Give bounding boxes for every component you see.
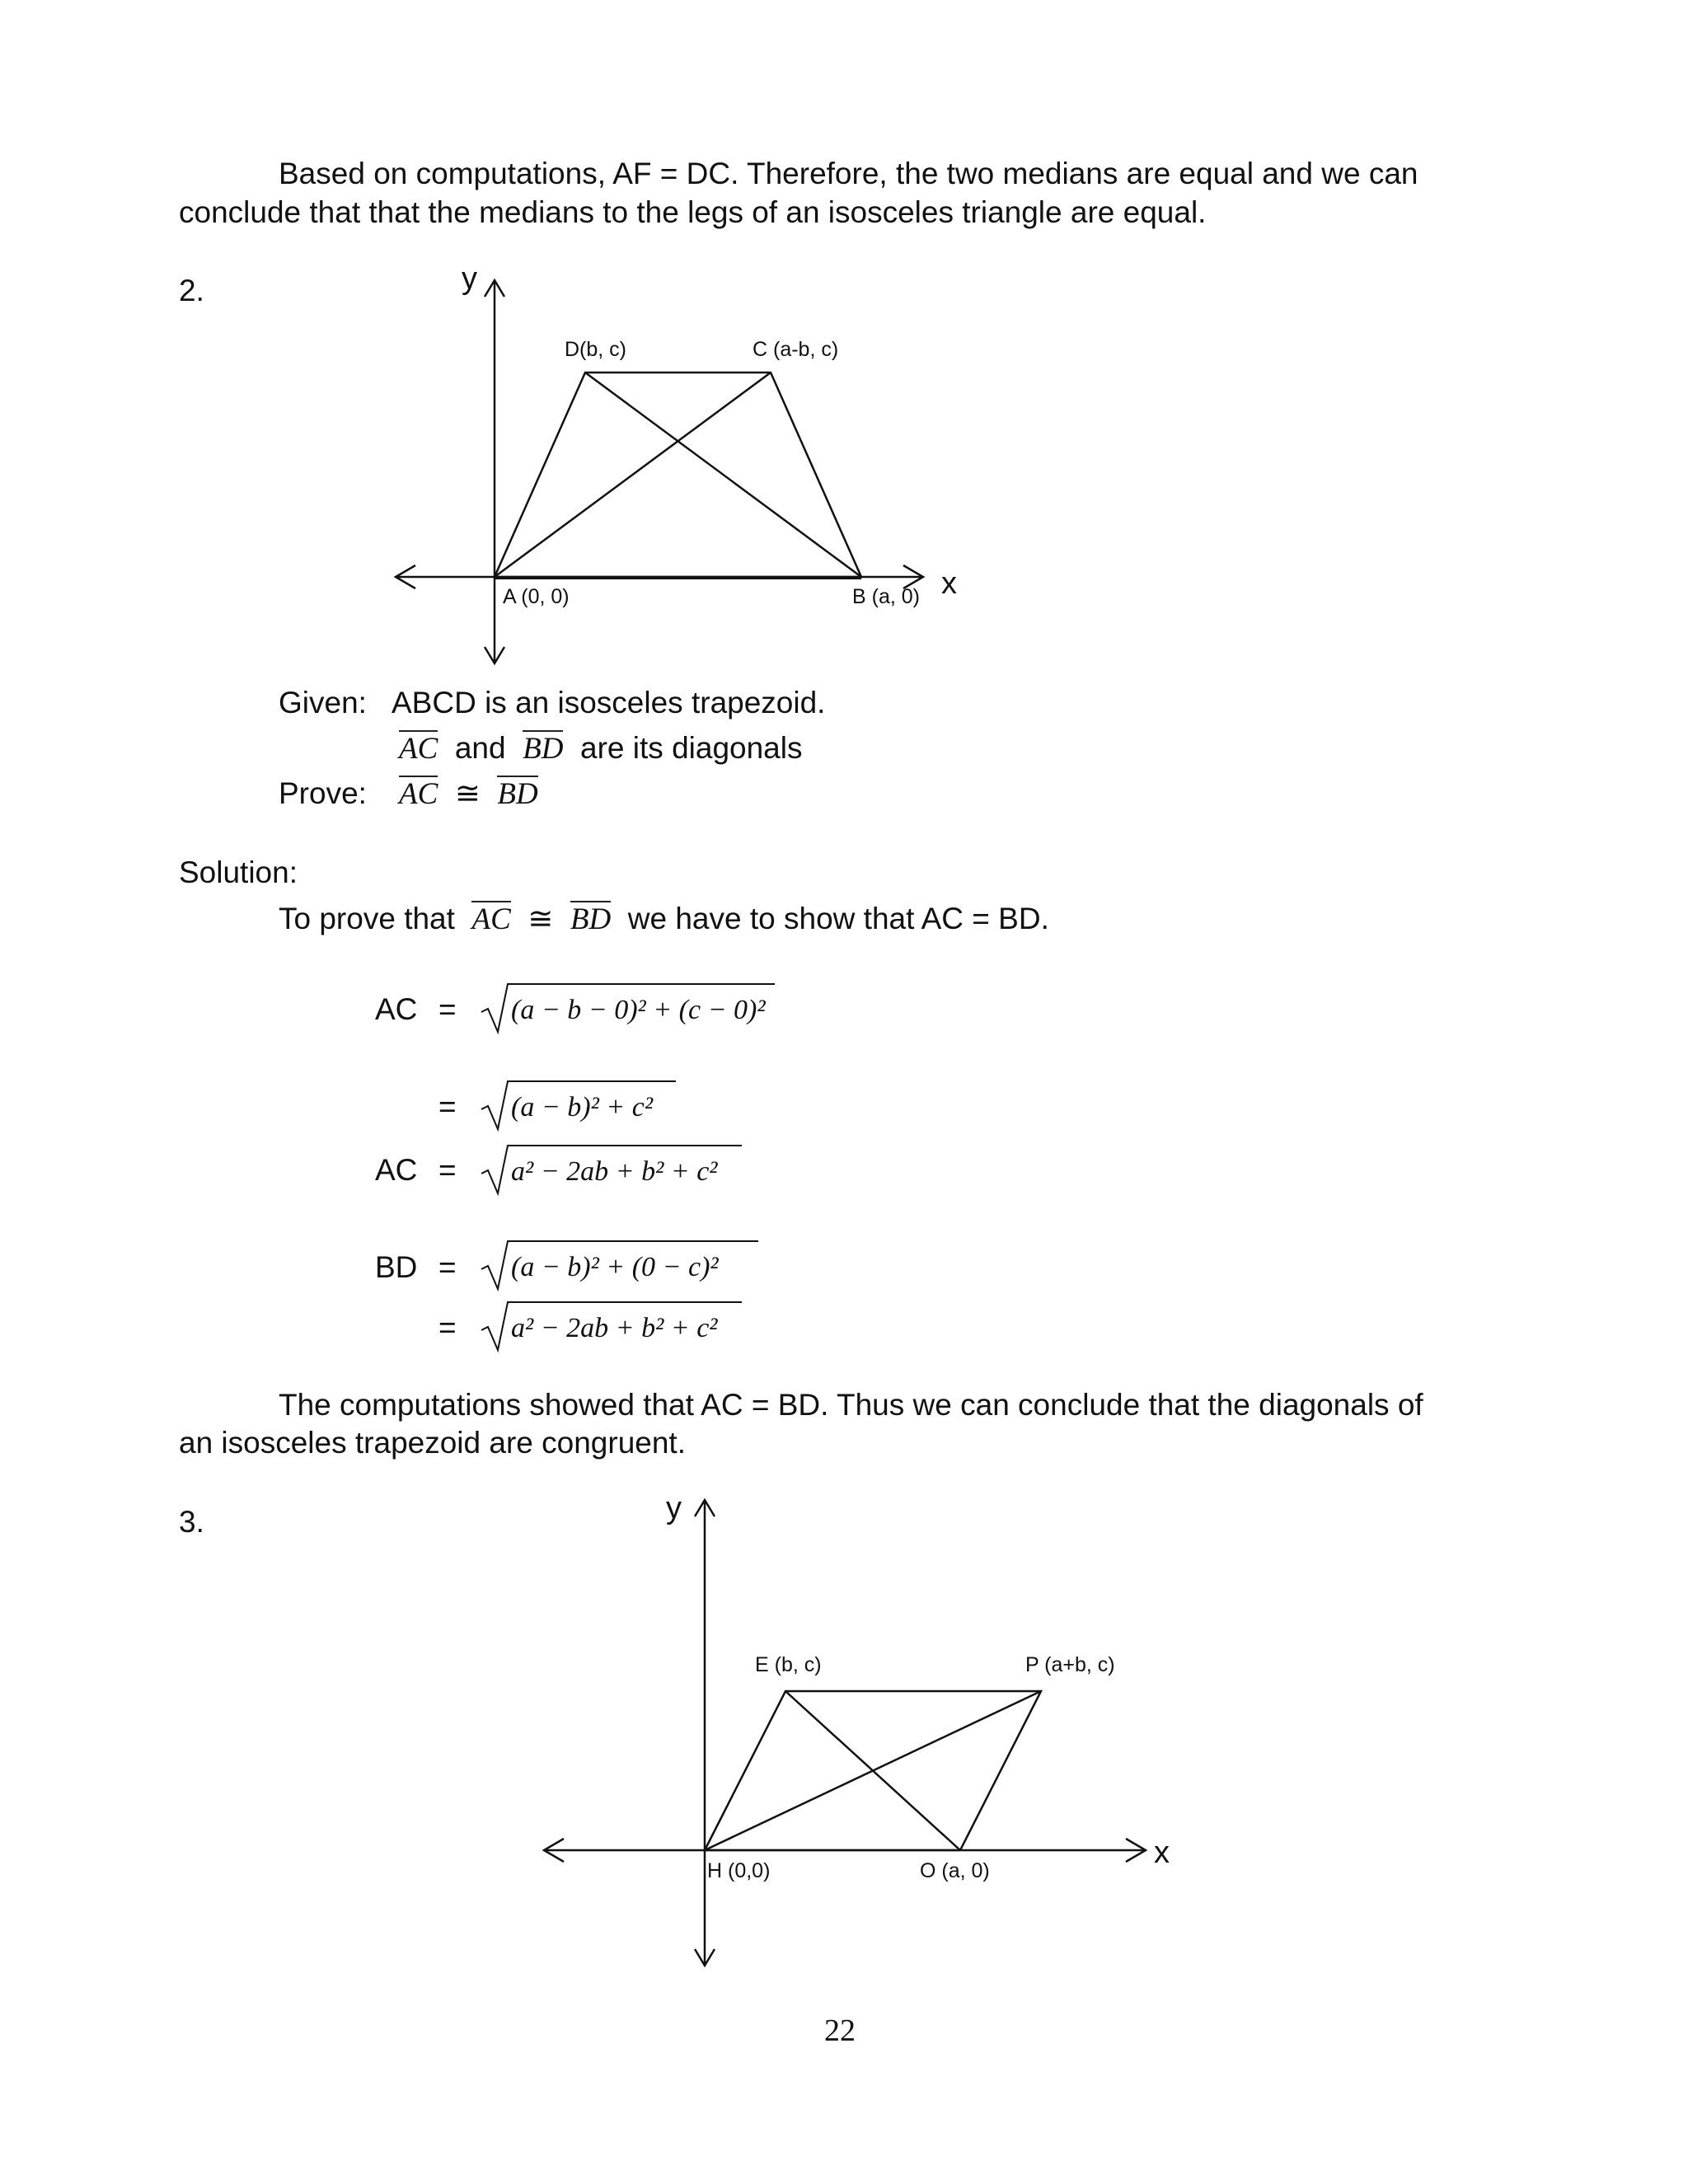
point-a-label: A (0, 0) [503, 585, 570, 608]
point-e-label: E (b, c) [755, 1653, 822, 1676]
solution-label: Solution: [179, 855, 298, 889]
problem-3-number: 3. [179, 1505, 204, 1539]
to-prove-pre: To prove that [279, 902, 455, 935]
eq4-radical [480, 1236, 760, 1294]
given-diagonals-line [399, 729, 802, 767]
and-word: and [454, 731, 506, 765]
diagonal-bd [585, 373, 861, 577]
page-number: 22 [824, 2013, 856, 2048]
prove-segment-bd: BD [497, 777, 538, 811]
diagonal-eo [785, 1691, 960, 1850]
intro-line-1: Based on computations, AF = DC. Therefore, the two medians are equal and we can [279, 157, 1418, 190]
to-prove-segment-ac: AC [471, 902, 511, 936]
eq1-expression: (a − b − 0)² + (c − 0)² [511, 995, 766, 1025]
eq5-radical [480, 1297, 743, 1355]
trapezoid-abcd [495, 373, 861, 577]
eq2-equals: = [438, 1090, 457, 1123]
segment-bd: BD [523, 732, 564, 766]
eq1-lhs: AC [375, 992, 418, 1026]
given-label: Given: [279, 686, 367, 719]
to-prove-congruent: ≅ [528, 902, 554, 935]
conclusion-line-1: The computations showed that AC = BD. Thus we can conclude that the diagonals of [279, 1388, 1423, 1422]
x-axis-label: x [941, 566, 957, 601]
x-axis-label: x [1154, 1835, 1170, 1870]
eq1-radical [480, 979, 776, 1037]
problem-2-number: 2. [179, 274, 204, 307]
to-prove-segment-bd: BD [570, 902, 612, 936]
eq1-equals: = [438, 992, 457, 1026]
parallelogram-figure [536, 1492, 1195, 1978]
to-prove-line [279, 900, 1049, 938]
eq3-lhs: AC [375, 1153, 418, 1187]
diagonals-text: are its diagonals [580, 731, 803, 765]
point-d-label: D(b, c) [565, 338, 626, 361]
prove-statement [399, 775, 538, 813]
conclusion-line-2: an isosceles trapezoid are congruent. [179, 1426, 686, 1460]
trapezoid-figure [379, 264, 989, 692]
eq4-expression: (a − b)² + (0 − c)² [511, 1252, 719, 1282]
eq4-equals: = [438, 1250, 457, 1284]
point-b-label: B (a, 0) [852, 585, 920, 608]
congruent-symbol: ≅ [454, 776, 481, 810]
eq2-radical [480, 1076, 678, 1134]
point-p-label: P (a+b, c) [1025, 1653, 1115, 1676]
given-text: ABCD is an isosceles trapezoid. [392, 686, 826, 719]
prove-segment-ac: AC [399, 777, 438, 811]
point-c-label: C (a-b, c) [753, 338, 839, 361]
eq3-equals: = [438, 1153, 457, 1187]
eq3-radical [480, 1141, 743, 1198]
eq4-lhs: BD [375, 1250, 418, 1284]
y-axis-label: y [666, 1492, 682, 1526]
diagonal-ac [495, 373, 771, 577]
point-h-label: H (0,0) [707, 1859, 771, 1882]
intro-line-2: conclude that that the medians to the legs of an isosceles triangle are equal. [179, 195, 1207, 229]
eq2-expression: (a − b)² + c² [511, 1092, 654, 1122]
eq5-expression: a² − 2ab + b² + c² [511, 1313, 718, 1343]
y-axis-label: y [462, 264, 477, 296]
point-o-label: O (a, 0) [920, 1859, 990, 1882]
eq5-equals: = [438, 1310, 457, 1344]
to-prove-post: we have to show that AC = BD. [627, 902, 1049, 935]
segment-ac: AC [399, 732, 438, 766]
eq3-expression: a² − 2ab + b² + c² [511, 1156, 718, 1187]
prove-label: Prove: [279, 776, 367, 810]
